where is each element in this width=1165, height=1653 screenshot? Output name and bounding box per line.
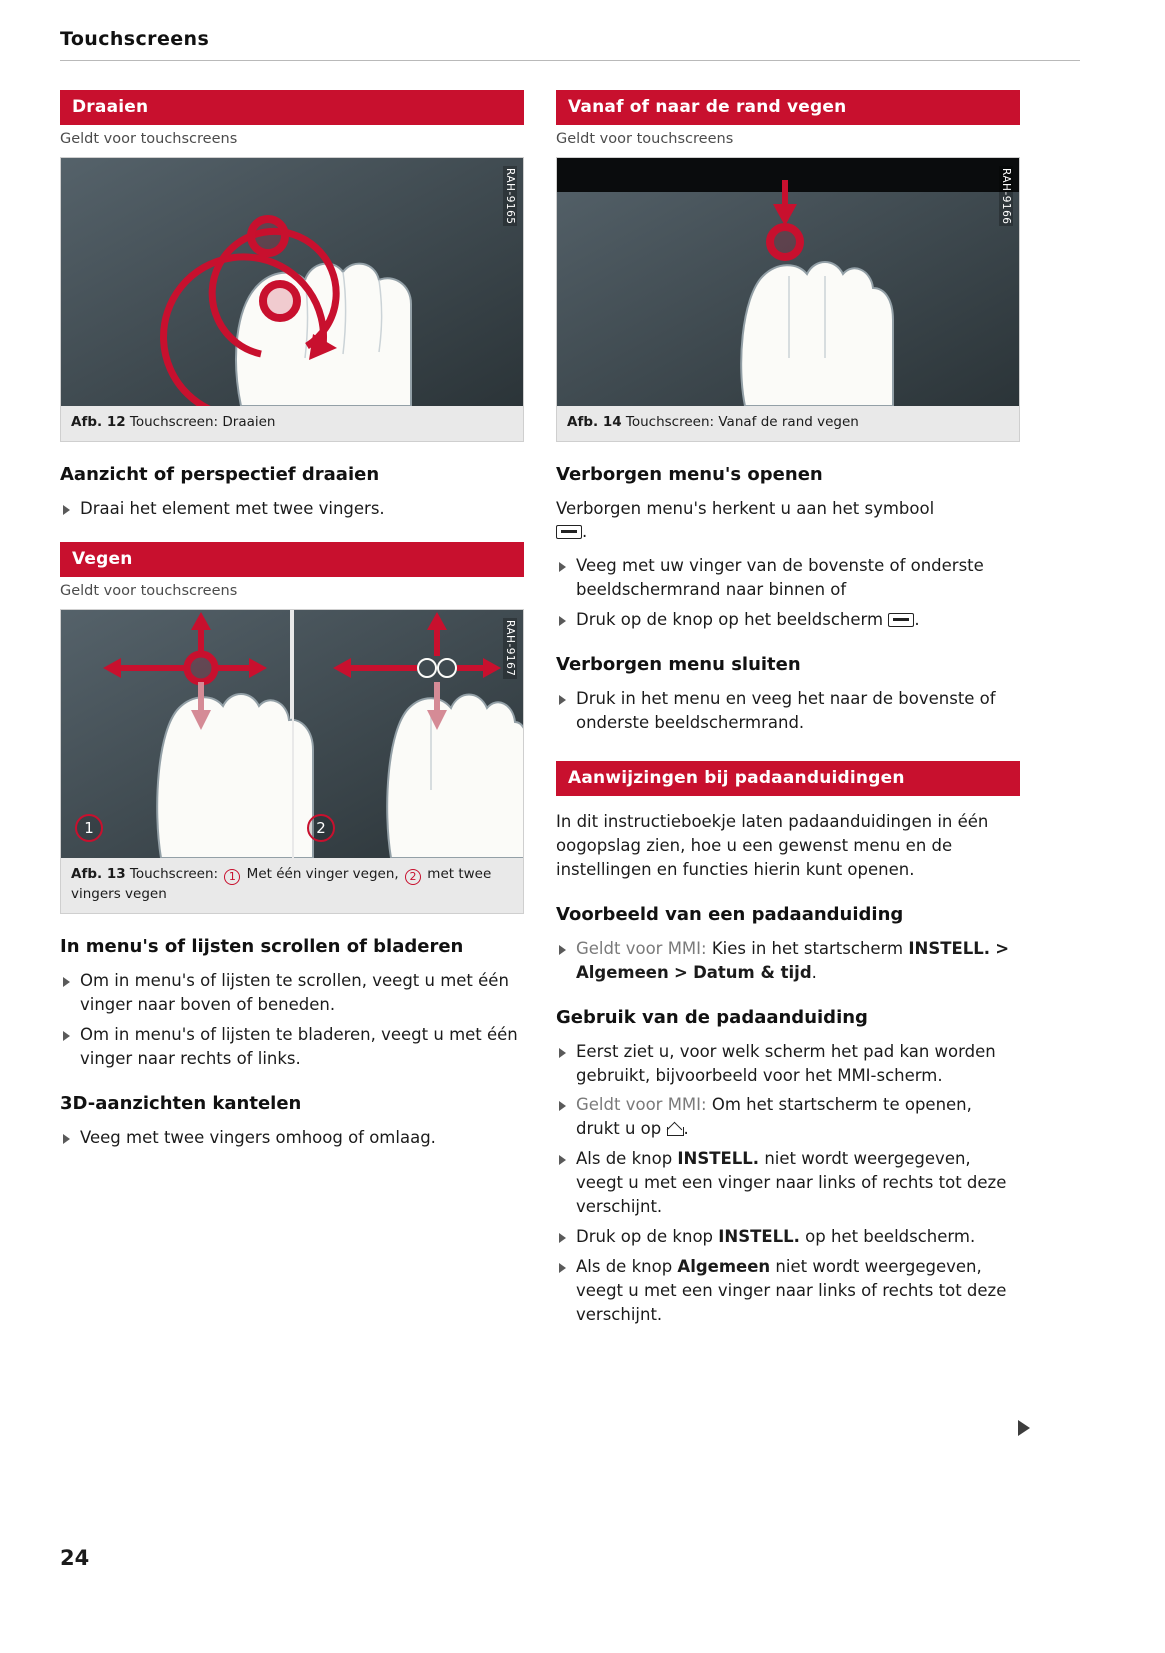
b3-pre: Als de knop — [576, 1149, 673, 1169]
list-item-algemeen — [556, 1255, 1020, 1327]
figure-12-code: RAH-9165 — [504, 168, 516, 225]
list-item: Om in menu's of lijsten te scrollen, veegt u met één vinger naar boven of beneden. — [60, 969, 524, 1017]
example-prefix: Geldt voor MMI: — [576, 938, 707, 958]
b4-pre: Druk op de knop — [576, 1227, 714, 1247]
section-bar-padaanduidingen: Aanwijzingen bij padaanduidingen — [556, 761, 1020, 796]
figure-14 — [556, 157, 1020, 442]
paragraph-verborgen-menu-symbool — [556, 497, 1020, 545]
list-voorbeeld — [556, 937, 1020, 985]
verborgen-intro-text: Verborgen menu's herkent u aan het symbool — [556, 498, 935, 518]
section-sub-rand-vegen: Geldt voor touchscreens — [556, 131, 734, 147]
figure-12-caption — [61, 406, 523, 441]
figure-13-badge-2: 2 — [307, 814, 335, 842]
section-bar-draaien: Draaien — [60, 90, 524, 125]
mmi-tail: . — [683, 1119, 689, 1139]
hidden-menu-icon — [556, 525, 582, 539]
figure-13-caption-1: Met één vinger vegen, — [246, 866, 399, 883]
list-3d — [60, 1126, 524, 1150]
b3-bold: INSTELL. — [677, 1149, 760, 1169]
edge-swipe-illustration — [557, 158, 1019, 406]
example-bold2: Algemeen — [576, 962, 669, 982]
list-item: Veeg met twee vingers omhoog of omlaag. — [60, 1126, 524, 1150]
list-item-text: Druk op de knop op het beeldscherm — [576, 610, 884, 630]
continuation-arrow-icon — [1018, 1420, 1030, 1436]
page-title: Touchscreens — [60, 28, 210, 50]
example-text1: Kies in het startscherm — [711, 938, 904, 958]
example-tail: . — [811, 962, 817, 982]
b5-bold: Algemeen — [677, 1257, 771, 1276]
b5-pre: Als de knop — [576, 1257, 673, 1276]
figure-13-badge-1: 1 — [75, 814, 103, 842]
list-item: Draai het element met twee vingers. — [60, 497, 524, 521]
hidden-menu-icon — [888, 613, 914, 627]
example-bold1: INSTELL. — [908, 938, 991, 958]
figure-13-caption-2: twee vingers vegen — [71, 866, 492, 903]
list-item-example — [556, 937, 1020, 985]
list-item: Om in menu's of lijsten te bladeren, veegt u met één vinger naar rechts of links. — [60, 1023, 524, 1071]
figure-12-image — [61, 158, 523, 406]
figure-13-image — [61, 610, 523, 858]
section-sub-draaien: Geldt voor touchscreens — [60, 131, 238, 147]
list-item: Eerst ziet u, voor welk scherm het pad kan worden gebruikt, bijvoorbeeld voor het MMI-scherm. — [556, 1040, 1020, 1088]
list-item: Druk in het menu en veeg het naar de bovenste of onderste beeldschermrand. — [556, 687, 1020, 735]
mmi-prefix: Geldt voor MMI: — [576, 1095, 707, 1115]
figure-12 — [60, 157, 524, 442]
heading-scrollen-bladeren: In menu's of lijsten scrollen of bladeren — [60, 936, 464, 958]
list-verborgen-sluiten — [556, 687, 1020, 735]
b4-bold: INSTELL. — [718, 1227, 800, 1247]
figure-12-label: Afb. 12 — [71, 414, 126, 430]
figure-13-caption-mid: met — [427, 866, 455, 883]
list-gebruik — [556, 1040, 1020, 1327]
caption-badge-2: 2 — [405, 869, 421, 885]
figure-14-caption-text: Touchscreen: Vanaf de rand vegen — [625, 414, 859, 430]
paragraph-padaanduidingen-intro: In dit instructieboekje laten padaanduidingen in één oogopslag zien, hoe u een gewenst menu en de instellingen en functies hierin kunt openen. — [556, 812, 989, 879]
list-item-instell-2 — [556, 1225, 1020, 1249]
list-draaien — [60, 497, 524, 521]
figure-13-code: RAH-9167 — [504, 620, 516, 677]
figure-14-code: RAH-9166 — [1000, 168, 1012, 225]
verborgen-intro-tail: . — [582, 522, 588, 542]
list-item: Veeg met uw vinger van de bovenste of onderste beeldschermrand naar binnen of — [556, 554, 1020, 602]
list-verborgen-openen — [556, 554, 1020, 632]
mmi-text: Om het startscherm te openen, drukt u op — [576, 1095, 972, 1139]
b5-post: niet wordt weergegeven, veegt u met een vinger naar links of rechts tot deze verschijnt. — [576, 1257, 1007, 1324]
list-item-tail: . — [914, 610, 920, 630]
heading-aanzicht-draaien: Aanzicht of perspectief draaien — [60, 463, 380, 485]
figure-13-label: Afb. 13 — [71, 866, 126, 883]
heading-3d-kantelen: 3D-aanzichten kantelen — [60, 1092, 302, 1114]
b4-post: op het beeldscherm. — [805, 1227, 976, 1247]
heading-verborgen-menu-sluiten: Verborgen menu sluiten — [556, 654, 801, 676]
list-item — [556, 608, 1020, 632]
b3-post: niet wordt weergegeven, veegt u met een vinger naar links of rechts tot deze verschijnt. — [576, 1149, 1007, 1217]
figure-14-image — [557, 158, 1019, 406]
figure-14-label: Afb. 14 — [567, 414, 622, 430]
section-sub-vegen: Geldt voor touchscreens — [60, 583, 238, 600]
figure-12-caption-text: Touchscreen: Draaien — [129, 414, 276, 430]
heading-gebruik-padaanduiding: Gebruik van de padaanduiding — [556, 1006, 868, 1028]
example-sep2: > — [674, 962, 688, 982]
right-column — [556, 90, 1020, 1337]
figure-14-caption — [557, 406, 1019, 441]
figure-13-caption — [61, 858, 523, 913]
list-item-mmi-home — [556, 1093, 1020, 1141]
list-scrollen — [60, 969, 524, 1071]
home-icon — [667, 1122, 684, 1136]
figure-13-caption-pre: Touchscreen: — [129, 866, 219, 883]
swipe-gesture-illustration — [61, 610, 523, 858]
header-divider — [60, 60, 1080, 61]
list-item-instell-1 — [556, 1147, 1020, 1219]
figure-13 — [60, 609, 524, 914]
section-bar-rand-vegen: Vanaf of naar de rand vegen — [556, 90, 1020, 125]
heading-voorbeeld-padaanduiding: Voorbeeld van een padaanduiding — [556, 903, 904, 925]
page-header — [60, 28, 1080, 61]
caption-badge-1: 1 — [224, 869, 240, 885]
left-column — [60, 90, 524, 1160]
page-number: 24 — [60, 1546, 90, 1570]
example-sep1: > — [995, 938, 1010, 958]
example-bold3: Datum & tijd — [693, 962, 812, 982]
section-bar-vegen: Vegen — [60, 542, 524, 577]
rotate-gesture-illustration — [61, 158, 523, 406]
heading-verborgen-menus-openen: Verborgen menu's openen — [556, 463, 823, 485]
